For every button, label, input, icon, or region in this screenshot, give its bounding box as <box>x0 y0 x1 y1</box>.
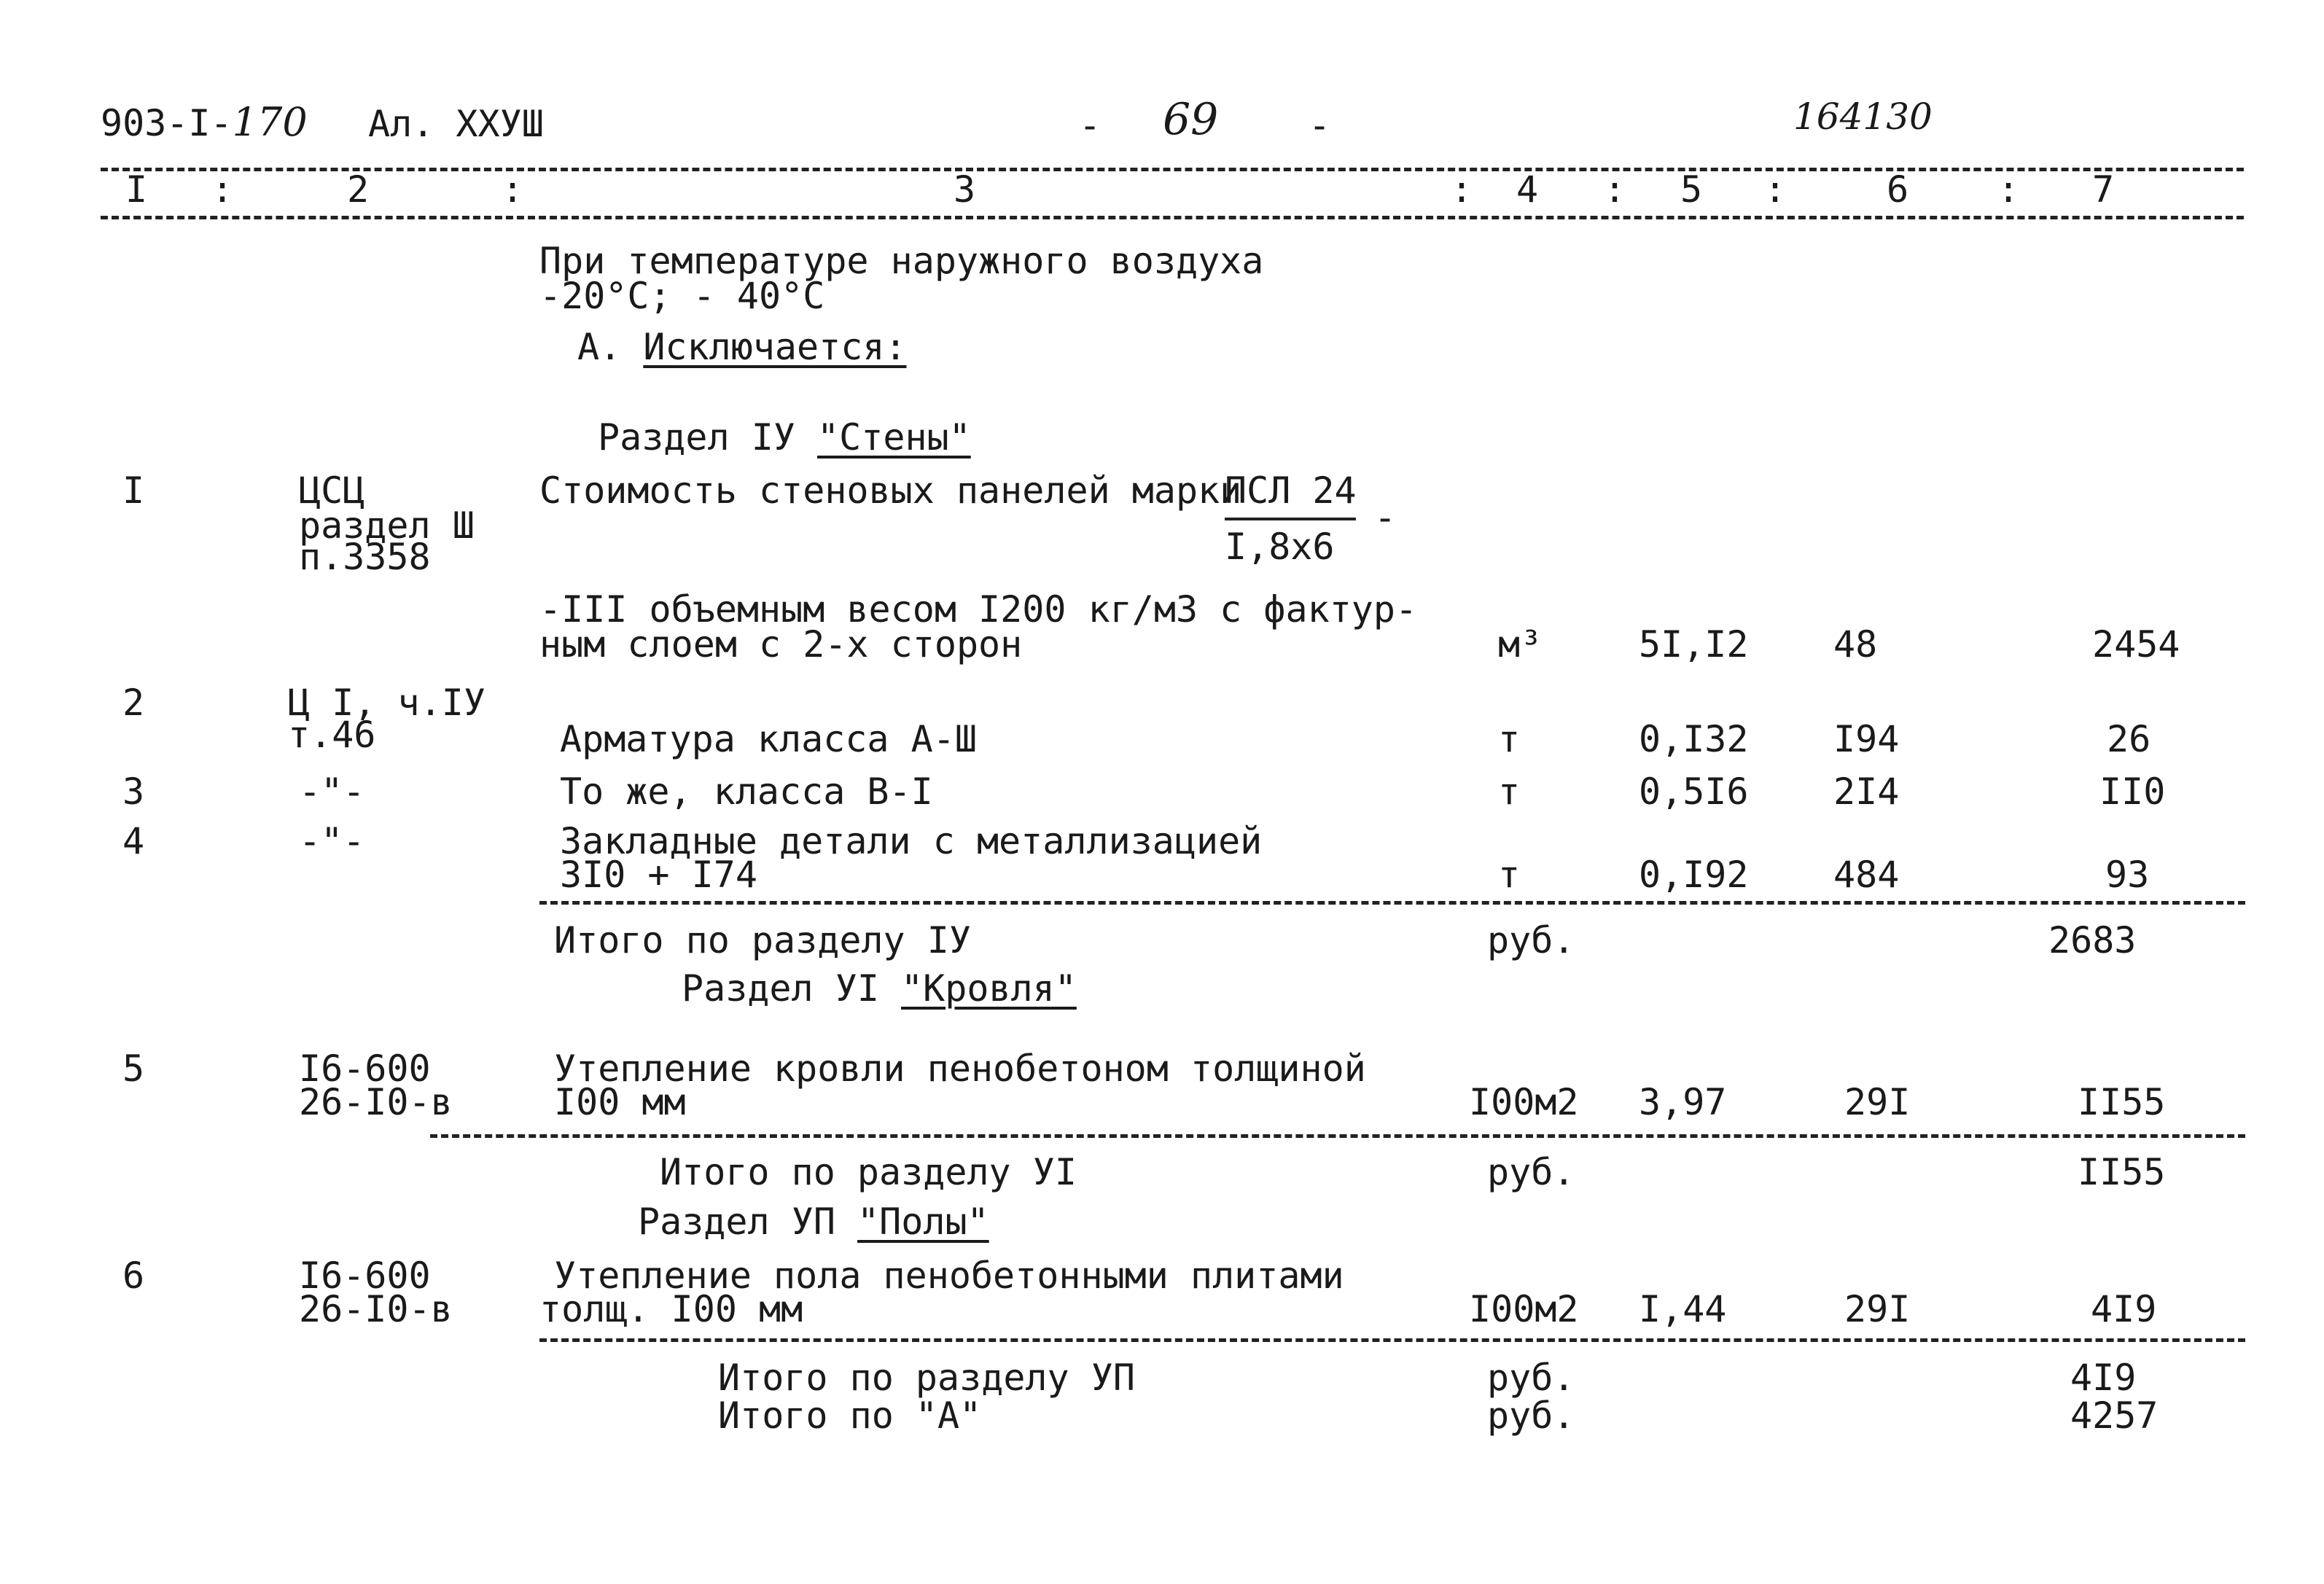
doc-code-handwritten: 170 <box>232 99 308 145</box>
col-1-header: I <box>125 168 148 211</box>
col-4-header: 4 <box>1516 168 1539 211</box>
row-1-number: I <box>122 469 145 512</box>
row-1-ref-3: п.3358 <box>299 536 431 578</box>
row-6-ref-2: 26-I0-в <box>299 1288 453 1330</box>
walls-subtotal-rule <box>539 901 2245 905</box>
row-1-mark-top: ПСЛ 24 <box>1225 469 1357 512</box>
row-1-mark-dash: - <box>1374 496 1397 539</box>
row-4-ref: -"- <box>299 820 365 862</box>
row-4-qty: 0,I92 <box>1639 854 1749 896</box>
row-6-desc: Утепление пола пенобетонными плитами <box>554 1255 1344 1297</box>
intro-line-2: -20°С; - 40°С <box>539 275 825 317</box>
row-6-ref-1: I6-600 <box>299 1255 431 1297</box>
row-3-number: 3 <box>122 770 145 813</box>
row-4-desc: Закладные детали с металлизацией <box>560 820 1263 862</box>
col-2-header: 2 <box>347 168 370 211</box>
page-number: 69 <box>1163 94 1219 145</box>
section-walls-prefix: Раздел IУ <box>598 416 818 459</box>
walls-subtotal-unit: руб. <box>1487 919 1575 961</box>
roof-subtotal-total: II55 <box>2078 1151 2166 1193</box>
row-6-unit: I00м2 <box>1469 1288 1579 1330</box>
row-6-price: 29I <box>1844 1288 1911 1330</box>
section-roof-name: "Кровля" <box>901 967 1077 1010</box>
intro-line-1: При температуре наружного воздуха <box>539 240 1264 282</box>
col-sep: : <box>1451 168 1473 211</box>
row-1-mark-fraction-line <box>1225 518 1356 520</box>
section-walls-heading <box>598 417 971 458</box>
row-5-unit: I00м2 <box>1469 1081 1579 1123</box>
total-a-unit: руб. <box>1487 1394 1575 1437</box>
section-a-label: Исключается: <box>643 326 907 368</box>
row-2-number: 2 <box>122 682 145 724</box>
header-rule-bottom <box>101 216 2244 219</box>
section-floors-name: "Полы" <box>857 1201 989 1243</box>
section-floors-heading <box>638 1201 989 1242</box>
row-5-price: 29I <box>1844 1081 1911 1123</box>
floors-subtotal-rule <box>539 1338 2245 1342</box>
floors-subtotal-unit: руб. <box>1487 1357 1575 1399</box>
row-5-number: 5 <box>122 1047 145 1090</box>
row-1-desc-3: ным слоем с 2-х сторон <box>539 623 1023 666</box>
section-a-prefix: А. <box>577 326 644 368</box>
row-3-total: II0 <box>2099 770 2166 813</box>
row-4-unit: т <box>1498 854 1521 896</box>
row-6-desc-2: толщ. I00 мм <box>539 1288 803 1330</box>
header-rule-top <box>101 168 2244 171</box>
row-1-desc-2: -III объемным весом I200 кг/м3 с фактур- <box>539 588 1418 631</box>
col-3-header: 3 <box>954 168 976 211</box>
roof-subtotal-unit: руб. <box>1487 1151 1575 1193</box>
row-2-ref-1: Ц I, ч.IУ <box>288 682 486 724</box>
roof-subtotal-label: Итого по разделу УI <box>660 1151 1077 1193</box>
section-roof-heading <box>682 968 1077 1009</box>
page-dash-right: - <box>1309 104 1331 147</box>
row-1-total: 2454 <box>2092 623 2180 666</box>
row-1-ref-1: ЦСЦ <box>299 469 365 512</box>
row-4-total: 93 <box>2105 854 2150 896</box>
col-sep: : <box>211 168 234 211</box>
row-1-price: 48 <box>1833 623 1878 666</box>
col-sep: : <box>1604 168 1626 211</box>
row-2-ref-2: т.46 <box>288 714 376 756</box>
row-3-desc: То же, класса В-I <box>560 770 933 813</box>
row-6-qty: I,44 <box>1639 1288 1727 1330</box>
doc-code <box>101 99 308 145</box>
total-a-label: Итого по "А" <box>718 1394 982 1437</box>
row-5-desc-2: I00 мм <box>554 1081 686 1123</box>
row-5-ref-2: 26-I0-в <box>299 1081 453 1123</box>
section-floors-prefix: Раздел УП <box>638 1201 858 1243</box>
row-5-desc: Утепление кровли пенобетоном толщиной <box>554 1047 1366 1090</box>
row-3-ref: -"- <box>299 770 365 813</box>
row-3-price: 2I4 <box>1833 770 1900 813</box>
section-a-heading <box>577 327 907 367</box>
row-3-qty: 0,5I6 <box>1639 770 1749 813</box>
walls-subtotal-total: 2683 <box>2048 919 2137 961</box>
floors-subtotal-total: 4I9 <box>2070 1357 2137 1399</box>
row-6-number: 6 <box>122 1255 145 1297</box>
col-sep: : <box>502 168 524 211</box>
row-1-unit: м³ <box>1498 623 1543 666</box>
col-sep: : <box>1997 168 2020 211</box>
col-sep: : <box>1764 168 1787 211</box>
row-5-total: II55 <box>2078 1081 2166 1123</box>
row-5-qty: 3,97 <box>1639 1081 1727 1123</box>
doc-code-typed: 903-I- <box>101 102 233 144</box>
row-2-unit: т <box>1498 718 1521 760</box>
total-a-total: 4257 <box>2070 1394 2159 1437</box>
floors-subtotal-label: Итого по разделу УП <box>718 1357 1135 1399</box>
col-7-header: 7 <box>2092 168 2115 211</box>
row-2-price: I94 <box>1833 718 1900 760</box>
row-1-mark-bottom: I,8х6 <box>1225 526 1335 568</box>
row-2-total: 26 <box>2107 718 2151 760</box>
section-roof-prefix: Раздел УI <box>682 967 902 1010</box>
row-6-total: 4I9 <box>2091 1288 2157 1330</box>
col-5-header: 5 <box>1680 168 1703 211</box>
roof-subtotal-rule <box>430 1134 2245 1138</box>
row-3-unit: т <box>1498 770 1521 813</box>
section-walls-name: "Стены" <box>817 416 971 459</box>
row-1-desc: Стоимость стеновых панелей марки <box>539 469 1242 512</box>
row-1-qty: 5I,I2 <box>1639 623 1749 666</box>
walls-subtotal-label: Итого по разделу IУ <box>554 919 971 961</box>
col-6-header: 6 <box>1887 168 1909 211</box>
row-4-desc-2: 3I0 + I74 <box>560 854 757 896</box>
inventory-number: 164130 <box>1793 95 1933 138</box>
row-4-price: 484 <box>1833 854 1900 896</box>
row-5-ref-1: I6-600 <box>299 1047 431 1090</box>
row-2-qty: 0,I32 <box>1639 718 1749 760</box>
album-label: Ал. XXУШ <box>368 103 544 145</box>
row-2-desc: Арматура класса А-Ш <box>560 718 977 760</box>
row-4-number: 4 <box>122 820 145 862</box>
page-dash-left: - <box>1079 104 1101 147</box>
row-1-ref-2: раздел Ш <box>299 504 475 547</box>
